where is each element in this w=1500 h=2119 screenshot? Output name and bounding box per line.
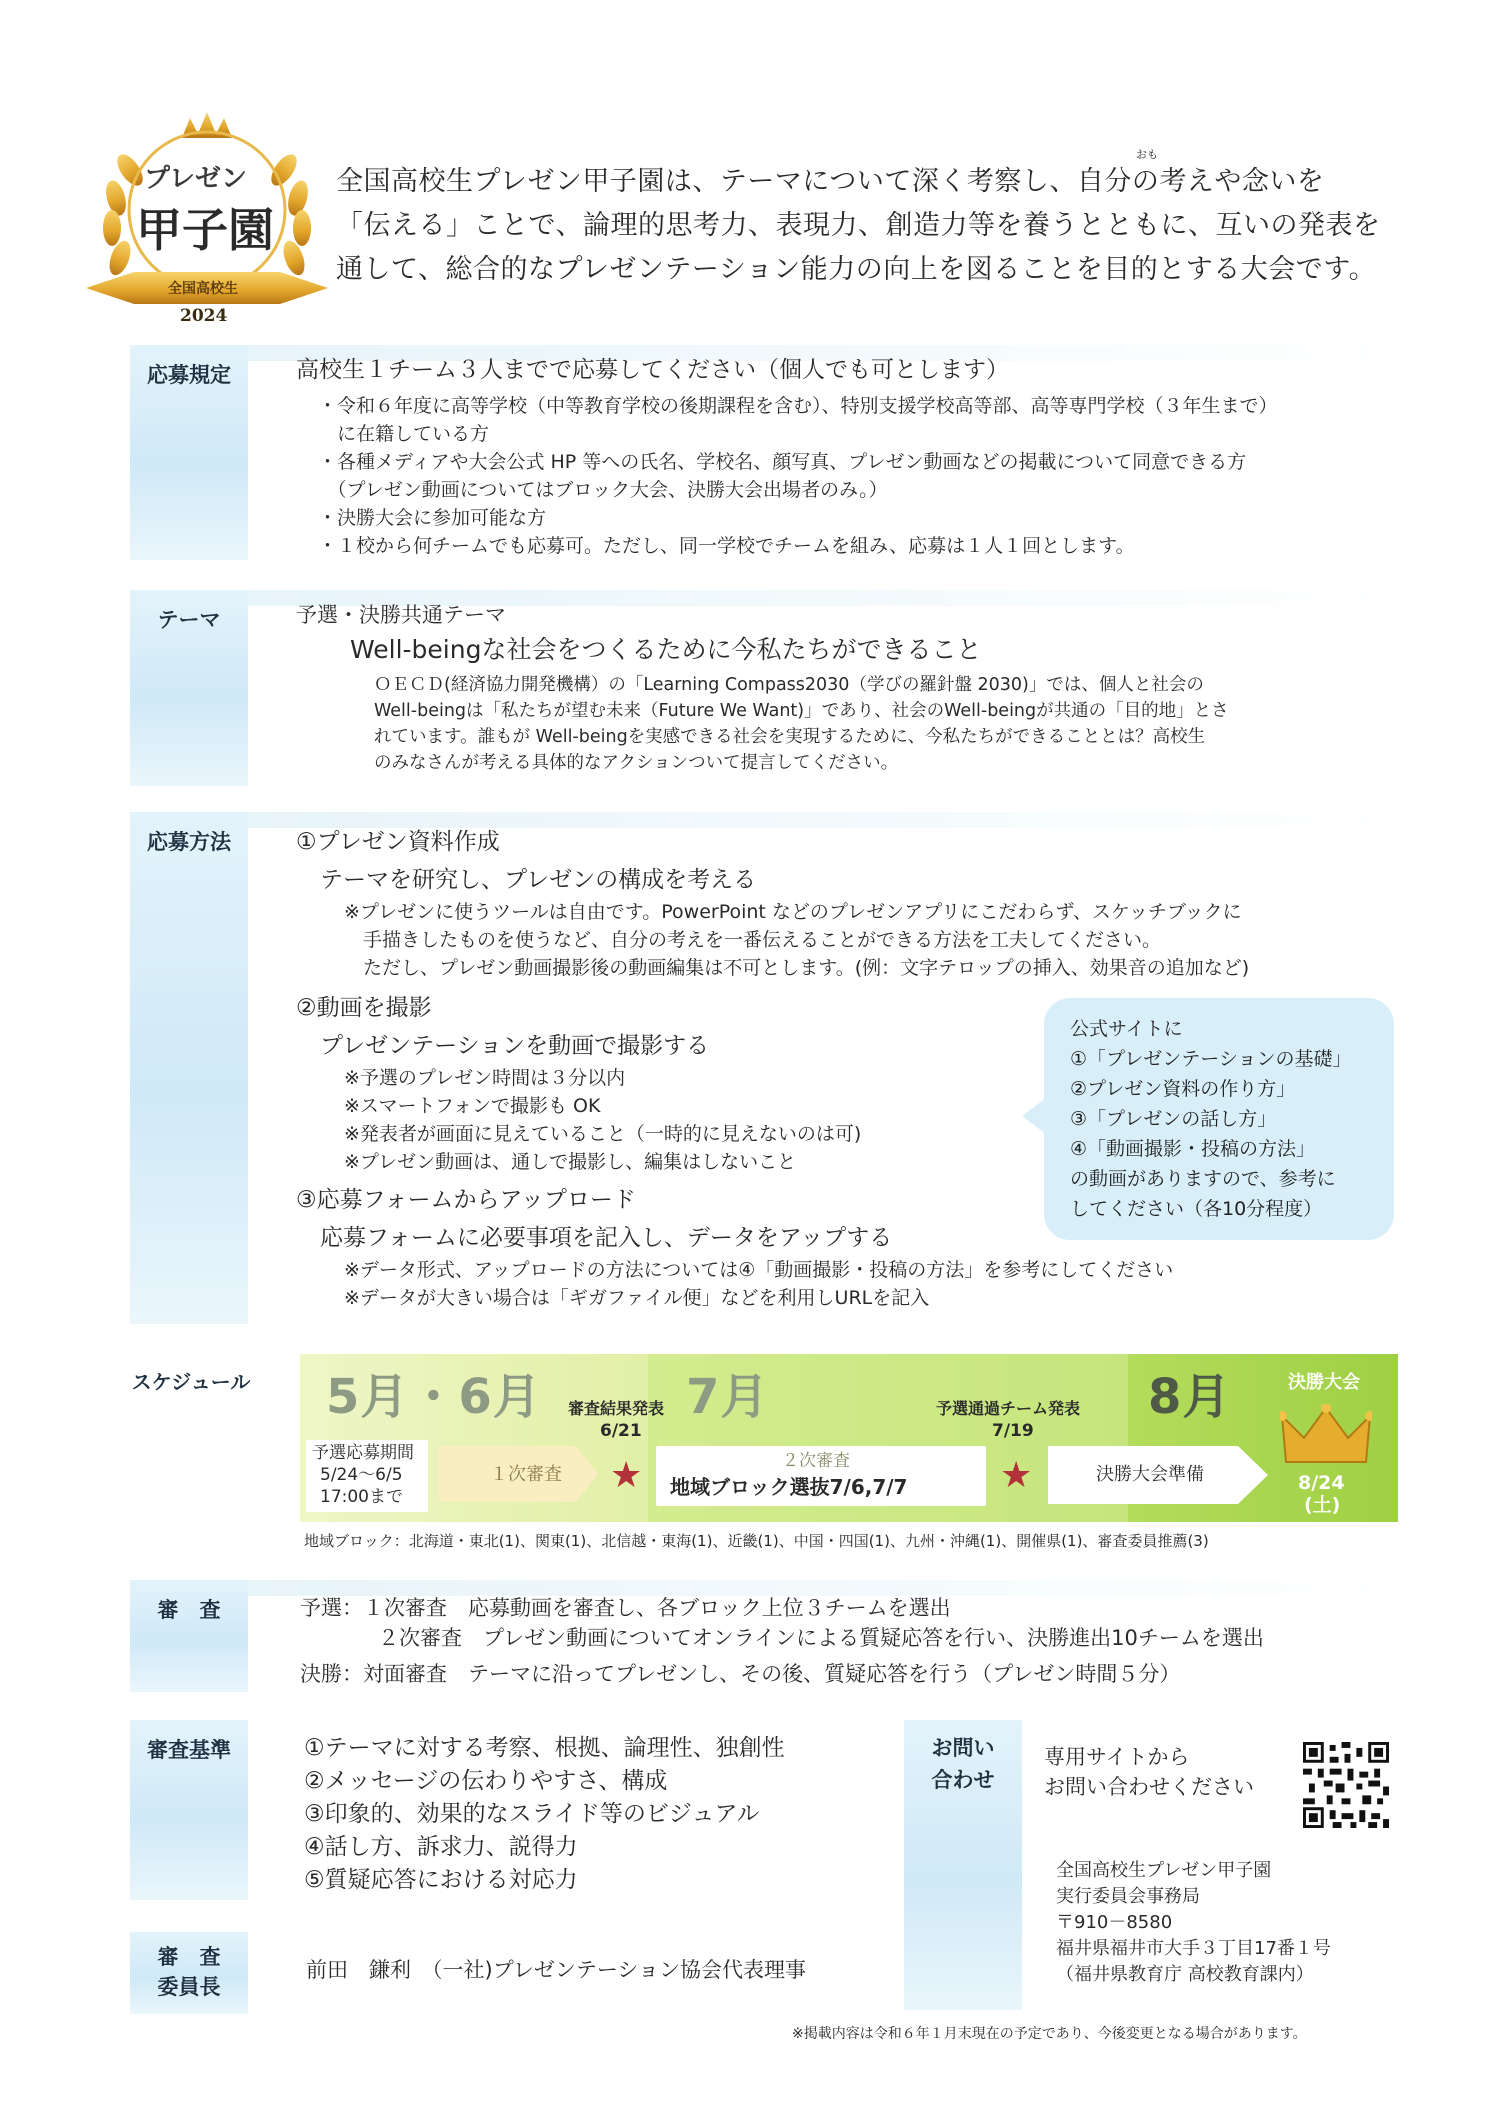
contest-logo [82, 110, 332, 325]
eligibility-label: 応募規定 [130, 345, 248, 560]
method-label: 応募方法 [130, 812, 248, 1324]
contact-address-line: 〒910－8580 [1056, 1912, 1173, 1933]
bubble-line: の動画がありますので、参考に [1070, 1168, 1336, 1190]
chair-label-line2: 委員長 [157, 1975, 221, 1999]
result2-title: 予選通過チーム発表 [936, 1399, 1081, 1418]
method-step3-sub: 応募フォームに必要事項を記入し、データをアップする [320, 1225, 893, 1251]
stage2-box [656, 1446, 986, 1506]
intro-line: 通して、総合的なプレゼンテーション能力の向上を図ることを目的とする大会です。 [336, 254, 1377, 285]
result1-title: 審査結果発表 [568, 1399, 665, 1418]
entry-period-title: 予選応募期間 [312, 1443, 414, 1463]
theme-body-line: Well-beingは「私たちが望む未来（Future We Want)」であり、社会のWell-beingが共通の「目的地」とさ [374, 701, 1229, 721]
criteria-item: ②メッセージの伝わりやすさ、構成 [304, 1768, 668, 1794]
result1-date: 6/21 [600, 1421, 642, 1441]
eligibility-bullet: に在籍している方 [318, 423, 490, 445]
schedule-timeline [300, 1354, 1398, 1522]
theme-label: テーマ [130, 590, 248, 786]
chair-label [130, 1932, 248, 2014]
logo-year: 2024 [180, 306, 228, 326]
criteria-item: ④話し方、訴求力、説得力 [304, 1834, 578, 1860]
bubble-line: ④「動画撮影・投稿の方法」 [1070, 1138, 1316, 1160]
bubble-line: 公式サイトに [1070, 1018, 1183, 1040]
final-date: 8/24 [1298, 1472, 1345, 1494]
theme-body-line: れています。誰もが Well-beingを実感できる社会を実現するために、今私たちができることとは？高校生 [374, 727, 1206, 747]
eligibility-bullet: （プレゼン動画についてはブロック大会、決勝大会出場者のみ。） [318, 479, 888, 501]
chair-name: 前田 鎌利 （一社)プレゼンテーション協会代表理事 [306, 1958, 807, 1982]
logo-ribbon-text: 全国高校生 [168, 281, 238, 297]
entry-period-time: 17:00まで [320, 1487, 403, 1507]
eligibility-heading: 高校生１チーム３人までで応募してください（個人でも可とします） [296, 357, 1009, 383]
method-step2-title: ②動画を撮影 [296, 995, 432, 1021]
eligibility-bullet: ・１校から何チームでも応募可。ただし、同一学校でチームを組み、応募は１人１回とします。 [318, 535, 1135, 557]
contact-address-line: 全国高校生プレゼン甲子園 [1056, 1860, 1272, 1881]
stage1-label: １次審査 [490, 1464, 562, 1485]
eligibility-bullet: ・各種メディアや大会公式 HP 等への氏名、学校名、顔写真、プレゼン動画などの掲載について同意できる方 [318, 451, 1247, 473]
eligibility-bullet: ・決勝大会に参加可能な方 [318, 507, 547, 529]
final-title: 決勝大会 [1288, 1372, 1360, 1393]
judging-line-second: ２次審査 プレゼン動画についてオンラインによる質疑応答を行い、決勝進出10チームを選出 [378, 1626, 1264, 1650]
result2-date: 7/19 [992, 1421, 1034, 1441]
criteria-label: 審査基準 [130, 1720, 248, 1900]
intro-line: 全国高校生プレゼン甲子園は、テーマについて深く考察し、自分の考えや念いを [336, 166, 1325, 197]
result2-star-icon: ★ [1000, 1455, 1033, 1496]
intro-line: 「伝える」ことで、論理的思考力、表現力、創造力等を養うとともに、互いの発表を [336, 210, 1381, 241]
criteria-item: ③印象的、効果的なスライド等のビジュアル [304, 1801, 760, 1827]
stage2-title: ２次審査 [782, 1451, 850, 1471]
logo-text-line2: 甲子園 [136, 203, 274, 257]
official-site-bubble [1044, 998, 1394, 1240]
crown-icon [1280, 1404, 1372, 1470]
prep-label: 決勝大会準備 [1096, 1464, 1204, 1485]
logo-text-line1: プレゼン [144, 164, 247, 194]
schedule-label: スケジュール [131, 1370, 251, 1394]
bubble-tail [1022, 1098, 1046, 1134]
method-step1-note: ただし、プレゼン動画撮影後の動画編集は不可とします。(例：文字テロップの挿入、効果音の追加など) [344, 957, 1250, 979]
bubble-line: してください（各10分程度） [1070, 1198, 1323, 1220]
method-step3-note: ※データ形式、アップロードの方法については④「動画撮影・投稿の方法」を参考にしてください [344, 1259, 1174, 1281]
contact-label-line2: 合わせ [931, 1768, 995, 1792]
qr-code-icon[interactable] [1303, 1742, 1389, 1828]
method-step1-note: 手描きしたものを使うなど、自分の考えを一番伝えることができる方法を工夫してください。 [344, 929, 1162, 951]
method-step2-note: ※プレゼン動画は、通しで撮影し、編集はしないこと [344, 1151, 797, 1173]
intro-paragraph [336, 160, 1381, 292]
criteria-item: ①テーマに対する考察、根拠、論理性、独創性 [304, 1735, 785, 1761]
method-step2-note: ※予選のプレゼン時間は３分以内 [344, 1067, 626, 1089]
bubble-line: ①「プレゼンテーションの基礎」 [1070, 1048, 1352, 1070]
theme-subheading: 予選・決勝共通テーマ [296, 603, 506, 627]
method-step2-note: ※発表者が画面に見えていること（一時的に見えないのは可) [344, 1123, 862, 1145]
theme-body-line: ＯＥＣＤ(経済協力開発機構）の「Learning Compass2030（学びの羅針盤 2030)」では、個人と社会の [374, 675, 1204, 695]
stage2-detail: 地域ブロック選抜7/6,7/7 [670, 1475, 908, 1499]
contact-address-line: 福井県福井市大手３丁目17番１号 [1056, 1938, 1331, 1959]
method-step2-note: ※スマートフォンで撮影も OK [344, 1095, 601, 1117]
contact-label [904, 1720, 1022, 2010]
chair-label-line1: 審 査 [157, 1945, 221, 1969]
final-day: (土) [1304, 1494, 1341, 1516]
judging-label: 審 査 [130, 1580, 248, 1692]
contact-address-line: （福井県教育庁 高校教育課内） [1056, 1964, 1314, 1985]
month-may-june: 5月・6月 [326, 1369, 542, 1425]
result1-star-icon: ★ [610, 1455, 643, 1496]
footnote: ※掲載内容は令和６年１月末現在の予定であり、今後変更となる場合があります。 [792, 2026, 1307, 2042]
method-step1-title: ①プレゼン資料作成 [296, 829, 500, 855]
method-step3-title: ③応募フォームからアップロード [296, 1187, 636, 1213]
eligibility-bullet: ・令和６年度に高等学校（中等教育学校の後期課程を含む）、特別支援学校高等部、高等専門学校（３年生まで） [318, 395, 1278, 417]
intro-ruby: おも [1136, 148, 1158, 161]
criteria-item: ⑤質疑応答における対応力 [304, 1867, 578, 1893]
method-step3-note: ※データが大きい場合は「ギガファイル便」などを利用しURLを記入 [344, 1287, 930, 1309]
method-step2-sub: プレゼンテーションを動画で撮影する [320, 1033, 710, 1059]
contact-line2: お問い合わせください [1044, 1775, 1254, 1799]
method-band [248, 812, 1390, 828]
theme-title: Well-beingな社会をつくるために今私たちができること [350, 635, 982, 664]
regional-blocks: 地域ブロック：北海道・東北(1)、関東(1)、北信越・東海(1)、近畿(1)、中国・四国(1)、九州・沖縄(1)、開催県(1)、審査委員推薦(3) [304, 1532, 1209, 1550]
method-step1-sub: テーマを研究し、プレゼンの構成を考える [320, 867, 757, 893]
month-august: 8月 [1148, 1369, 1232, 1425]
bubble-line: ②プレゼン資料の作り方」 [1070, 1078, 1296, 1100]
contact-address-line: 実行委員会事務局 [1056, 1886, 1200, 1907]
entry-period-dates: 5/24〜6/5 [320, 1465, 403, 1485]
month-july: 7月 [686, 1369, 770, 1425]
method-step1-note: ※プレゼンに使うツールは自由です。PowerPoint などのプレゼンアプリにこだわらず、スケッチブックに [344, 901, 1242, 923]
contact-label-line1: お問い [931, 1736, 995, 1760]
entry-period-box [306, 1440, 428, 1512]
contact-line1: 専用サイトから [1044, 1745, 1190, 1769]
judging-line-final: 決勝：対面審査 テーマに沿ってプレゼンし、その後、質疑応答を行う（プレゼン時間５分） [300, 1662, 1181, 1686]
bubble-line: ③「プレゼンの話し方」 [1070, 1108, 1277, 1130]
judging-line-prelim: 予選：１次審査 応募動画を審査し、各ブロック上位３チームを選出 [300, 1596, 951, 1620]
theme-body-line: のみなさんが考える具体的なアクションついて提言してください。 [374, 753, 899, 773]
